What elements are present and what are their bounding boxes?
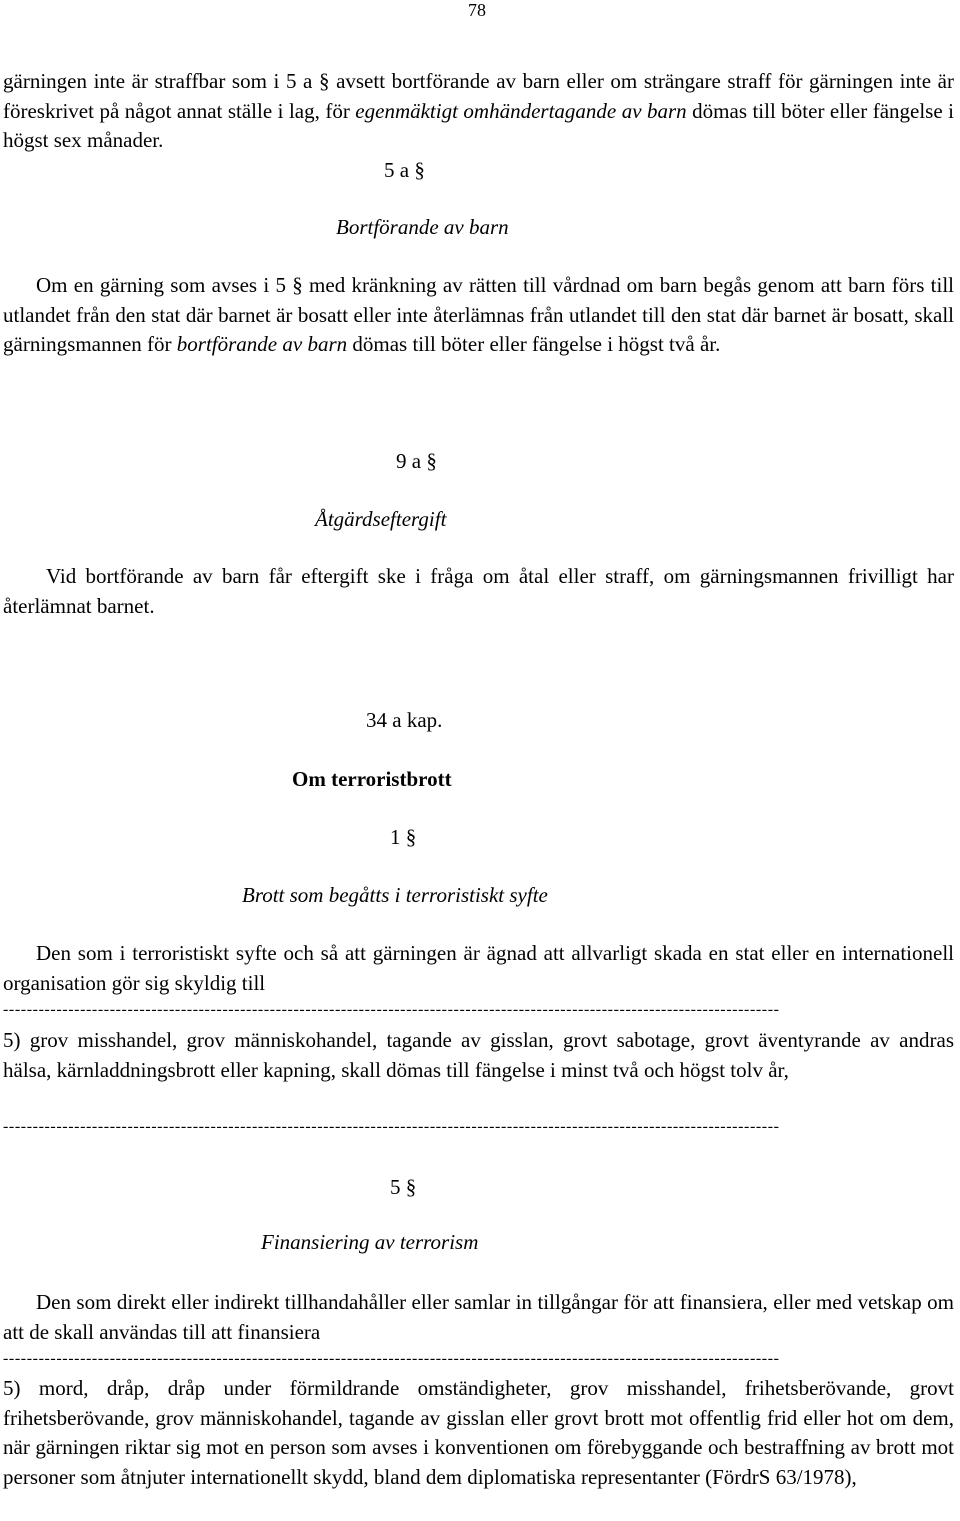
chapter-number: 34 a kap. [366,708,443,732]
section-9a-number: 9 a § [396,449,437,473]
section-1-item-5: 5) grov misshandel, grov människohandel, tagande av gisslan, grovt sabotage, grovt äventyrande av andras hälsa, kärnladdningsbrott eller kapning, skall dömas till fängelse i minst två och högst tolv år, [3,1028,954,1082]
section-5a-paragraph [3,271,954,360]
section-5a-heading: Bortförande av barn [336,215,509,239]
section-1-number: 1 § [390,825,417,849]
separator-line: ----------------------------------------------------------------------------------------------------------------------------------- [3,1118,780,1135]
intro-paragraph [3,67,954,156]
section-5-heading: Finansiering av terrorism [261,1230,479,1254]
separator-line: ----------------------------------------------------------------------------------------------------------------------------------- [3,1350,780,1367]
section-9a-heading: Åtgärdseftergift [315,507,447,531]
intro-italic-term: egenmäktigt omhändertagande av barn [355,98,687,123]
section-9a-paragraph: Vid bortförande av barn får eftergift ske i fråga om åtal eller straff, om gärningsmannen frivilligt har återlämnat barnet. [3,564,954,618]
section-1-heading: Brott som begåtts i terroristiskt syfte [242,883,548,907]
intro-text-start: gärningen inte är straffbar som i 5 a § avsett bortförande av barn eller om strängare straff för gärningen inte är föreskrivet på något annat ställe i lag, för [3,69,954,123]
intro-text-end: dömas till böter eller fängelse i högst sex månader. [3,98,954,152]
section-5a-text-start: Om en gärning som avses i 5 § med kränkning av rätten till vårdnad om barn begås genom att barn förs till utlandet från den stat där barnet är bosatt eller inte återlämnas från utlandet till den stat där barnet är bosatt, skall gärningsmannen för [3,273,954,356]
section-5-paragraph: Den som direkt eller indirekt tillhandahåller eller samlar in tillgångar för att finansiera, eller med vetskap om att de skall användas till att finansiera [3,1290,954,1344]
section-5-number: 5 § [390,1175,417,1199]
section-1-paragraph: Den som i terroristiskt syfte och så att gärningen är ägnad att allvarligt skada en stat eller en internationell organisation gör sig skyldig till [3,941,954,995]
page-number: 78 [468,0,486,20]
section-5a-number: 5 a § [384,158,425,182]
separator-line: ----------------------------------------------------------------------------------------------------------------------------------- [3,1001,780,1018]
chapter-title: Om terroristbrott [292,767,452,791]
section-5-item-5: 5) mord, dråp, dråp under förmildrande omständigheter, grov misshandel, frihetsberövande, grovt frihetsberövande, grov människohandel, tagande av gisslan eller grovt brott mot offentlig frid eller hot om dem, när gärningen riktar sig mot en person som avses i konventionen om förebyggande och bestraffning av brott mot personer som åtnjuter internationellt skydd, bland dem diplomatiska representanter (FördrS 63/1978), [3,1376,954,1489]
section-5a-text-end: dömas till böter eller fängelse i högst två år. [347,332,721,356]
section-5a-italic-term: bortförande av barn [176,332,348,356]
